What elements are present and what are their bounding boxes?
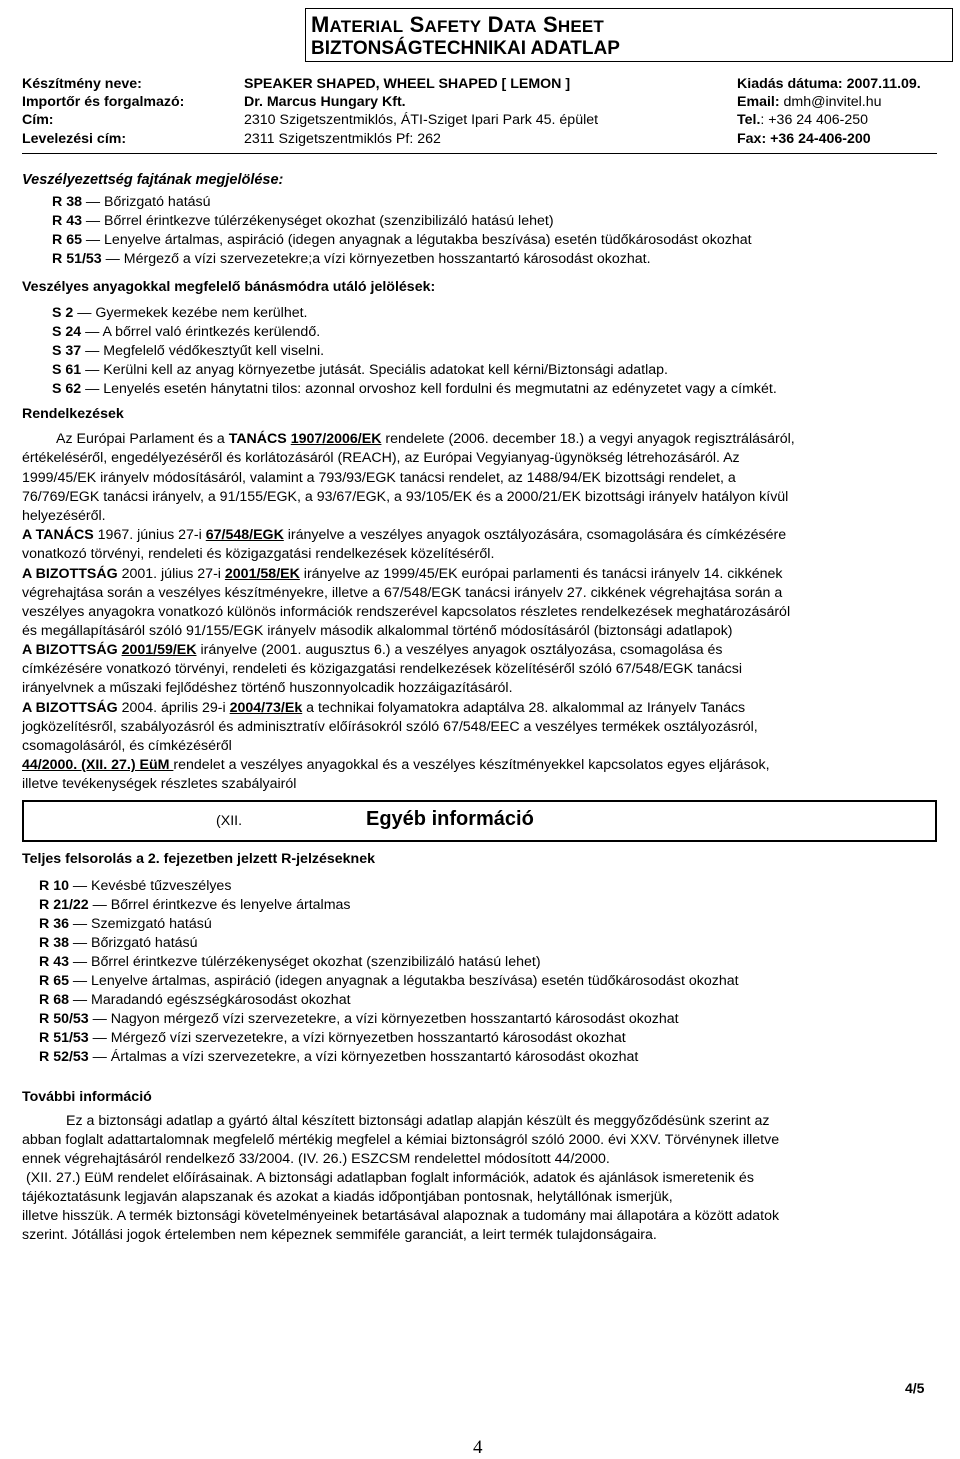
hazard-item: R 65 — Lenyelve ártalmas, aspiráció (idegen anyagnak a légutakba beszívása) esetén tüdőkárosodást okozhat (52, 232, 752, 248)
header-divider (22, 153, 937, 154)
regulation-line: 44/2000. (XII. 27.) EüM rendelet a veszélyes anyagokkal és a veszélyes készítményekkel kapcsolatos egyes eljárások, (22, 757, 770, 773)
r-list-item: R 21/22 — Bőrrel érintkezve és lenyelve ártalmas (39, 897, 351, 913)
r-list-item: R 51/53 — Mérgező vízi szervezetekre, a vízi környezetben hosszantartó károsodást okozhat (39, 1030, 626, 1046)
regulation-line: értékeléséről, engedélyezéséről és korlátozásáról (REACH), az Európai Vegyianyag-ügynökség létrehozásáról. Az (22, 450, 740, 466)
mail-address-label: Levelezési cím: (22, 131, 127, 147)
r-list-item: R 36 — Szemizgató hatású (39, 916, 212, 932)
safety-item: S 24 — A bőrrel való érintkezés kerülendő. (52, 324, 321, 340)
safety-item: S 37 — Megfelelő védőkesztyűt kell viselni. (52, 343, 325, 359)
section-heading-prefix: (XII. (216, 813, 243, 829)
regulation-line: 1999/45/EK irányelv módosításáról, valamint a 793/93/EGK tanácsi rendelet, az 1488/94/EK bizottsági rendelet, a (22, 470, 736, 486)
r-list-item: R 43 — Bőrrel érintkezve túlérzékenységet okozhat (szenzibilizáló hatású lehet) (39, 954, 541, 970)
product-name-label: Készítmény neve: (22, 76, 142, 92)
regulation-line: végrehajtása során a veszélyes készítményekre, illetve a 67/548/EGK tanácsi irányelv 27. cikkének végrehajtása során a (22, 585, 783, 601)
importer-label: Importőr és forgalmazó: (22, 94, 185, 110)
mail-address-value: 2311 Szigetszentmiklós Pf: 262 (244, 131, 441, 147)
document-title: MATERIAL SAFETY DATA SHEET (311, 12, 605, 37)
email: Email: dmh@invitel.hu (737, 94, 882, 110)
hazard-item: R 38 — Bőrizgató hatású (52, 194, 211, 210)
further-info-title: További információ (22, 1089, 152, 1105)
regulation-line: illetve tevékenységek részletes szabályairól (22, 776, 297, 792)
further-info-line: abban foglalt adattartalomnak megfelelő mértékig megfelel a kémiai biztonságról szóló 2000. évi XXV. Törvénynek illetve (22, 1132, 780, 1148)
regulation-line: helyezéséről. (22, 508, 106, 524)
regulation-line: A BIZOTTSÁG 2004. április 29-i 2004/73/Ek a technikai folyamatokra adaptálva 28. alkalommal az Irányelv Tanács (22, 700, 746, 716)
further-info-line: szerint. Jótállási jogok értelemben nem képeznek semmiféle garanciát, a leirt termék tulajdonságaira. (22, 1227, 657, 1243)
safety-item: S 2 — Gyermekek kezébe nem kerülhet. (52, 305, 308, 321)
further-info-line: illetve hisszük. A termék biztonsági követelményeinek betartásával alapoznak a tudomány mai állapotára a között adatok (22, 1208, 780, 1224)
r-list-item: R 38 — Bőrizgató hatású (39, 935, 198, 951)
regulation-line: jogközelítésről, szabályozásról és adminisztratív előírásokról szóló 67/548/EEC a veszélyes termékek osztályozásról, (22, 719, 758, 735)
address-label: Cím: (22, 112, 54, 128)
r-list-item: R 68 — Maradandó egészségkárosodást okozhat (39, 992, 351, 1008)
section-heading-title: Egyéb információ (366, 808, 534, 830)
page-number: 4 (473, 1437, 483, 1458)
further-info-line: ennek végrehajtásáról rendelkező 33/2004. (IV. 26.) ESZCSM rendelettel módosított 44/2000. (22, 1151, 610, 1167)
safety-title: Veszélyes anyagokkal megfelelő bánásmódra utáló jelölések: (22, 279, 436, 295)
regulation-line: címkézésére vonatkozó törvényi, rendeleti és közigazgatási rendelkezések közelítéséről szóló 67/548/EGK tanácsi (22, 661, 743, 677)
fax: Fax: +36 24-406-200 (737, 131, 871, 147)
r-list-item: R 10 — Kevésbé tűzveszélyes (39, 878, 232, 894)
regulation-line: vonatkozó törvényi, rendeleti és közigazgatási rendelkezések közelítéséről. (22, 546, 495, 562)
hazard-item: R 51/53 — Mérgező a vízi szervezetekre;a vízi környezetben hosszantartó károsodást okozhat. (52, 251, 651, 267)
address-value: 2310 Szigetszentmiklós, ÁTI-Sziget Ipari Park 45. épület (244, 112, 599, 128)
further-info-line: (XII. 27.) EüM rendelet előírásainak. A biztonsági adatlapban foglalt információk, adatok és ajánlások ismeretenik és (26, 1170, 754, 1186)
further-info-line: tájékoztatásunk legjaván alapszanak és azokat a kiadás időpontjában pontosnak, helytállónak ismerjük, (22, 1189, 673, 1205)
r-list-item: R 65 — Lenyelve ártalmas, aspiráció (idegen anyagnak a légutakba beszívása) esetén tüdőkárosodást okozhat (39, 973, 739, 989)
document-subtitle: BIZTONSÁGTECHNIKAI ADATLAP (311, 38, 620, 59)
regulation-line: A BIZOTTSÁG 2001/59/EK irányelve (2001. augusztus 6.) a veszélyes anyagok osztályozása, csomagolása és (22, 642, 723, 658)
r-list-item: R 52/53 — Ártalmas a vízi szervezetekre, a vízi környezetben hosszantartó károsodást okozhat (39, 1049, 639, 1065)
hazard-title: Veszélyezettség fajtának megjelölése: (22, 172, 284, 188)
importer-value: Dr. Marcus Hungary Kft. (244, 94, 406, 110)
hazard-item: R 43 — Bőrrel érintkezve túlérzékenységet okozhat (szenzibilizáló hatású lehet) (52, 213, 554, 229)
page-of-total: 4/5 (905, 1380, 925, 1396)
regulation-line: csomagolásáról, és címkézéséről (22, 738, 232, 754)
further-info-line: Ez a biztonsági adatlap a gyártó által készített biztonsági adatlap alapján készült és meggyőződésünk szerint az (66, 1113, 770, 1129)
r-list-title: Teljes felsorolás a 2. fejezetben jelzett R-jelzéseknek (22, 851, 375, 867)
issue-date: Kiadás dátuma: 2007.11.09. (737, 76, 921, 92)
regulation-line: A TANÁCS 1967. június 27-i 67/548/EGK irányelve a veszélyes anyagok osztályozására, csomagolására és címkézésére (22, 527, 787, 543)
regulation-line: irányelvnek a műszaki fejlődéshez történő huszonnyolcadik hozzáigazításáról. (22, 680, 513, 696)
r-list-item: R 50/53 — Nagyon mérgező vízi szervezetekre, a vízi környezetben hosszantartó károsodást okozhat (39, 1011, 679, 1027)
regulation-line: A BIZOTTSÁG 2001. július 27-i 2001/58/EK irányelve az 1999/45/EK európai parlamenti és tanácsi irányelv 14. cikkének (22, 566, 783, 582)
regulation-line: és megállapításáról szóló 91/155/EGK irányelv második alkalommal történő módosításáról (biztonsági adatlapok) (22, 623, 733, 639)
phone: Tel.: +36 24 406-250 (737, 112, 869, 128)
regulation-line: Az Európai Parlament és a TANÁCS 1907/2006/EK rendelete (2006. december 18.) a vegyi anyagok regisztrálásáról, (56, 431, 795, 447)
safety-item: S 61 — Kerülni kell az anyag környezetbe jutását. Speciális adatokat kell kérni/Biztonsági adatlap. (52, 362, 668, 378)
regulation-line: 76/769/EGK tanácsi irányelv, a 91/155/EGK, a 93/67/EGK, a 93/105/EK és a 2000/21/EK bizottsági irányelv hatályon kívül (22, 489, 789, 505)
regulations-title: Rendelkezések (22, 406, 124, 422)
product-name-value: SPEAKER SHAPED, WHEEL SHAPED [ LEMON ] (244, 76, 571, 92)
safety-item: S 62 — Lenyelés esetén hánytatni tilos: azonnal orvoshoz kell fordulni és megmutatni az edényzetet vagy a címkét. (52, 381, 777, 397)
regulation-line: veszélyes anyagokra vonatkozó különös információk rendszerével kapcsolatos részletes rendelkezések meghatározásáról (22, 604, 791, 620)
